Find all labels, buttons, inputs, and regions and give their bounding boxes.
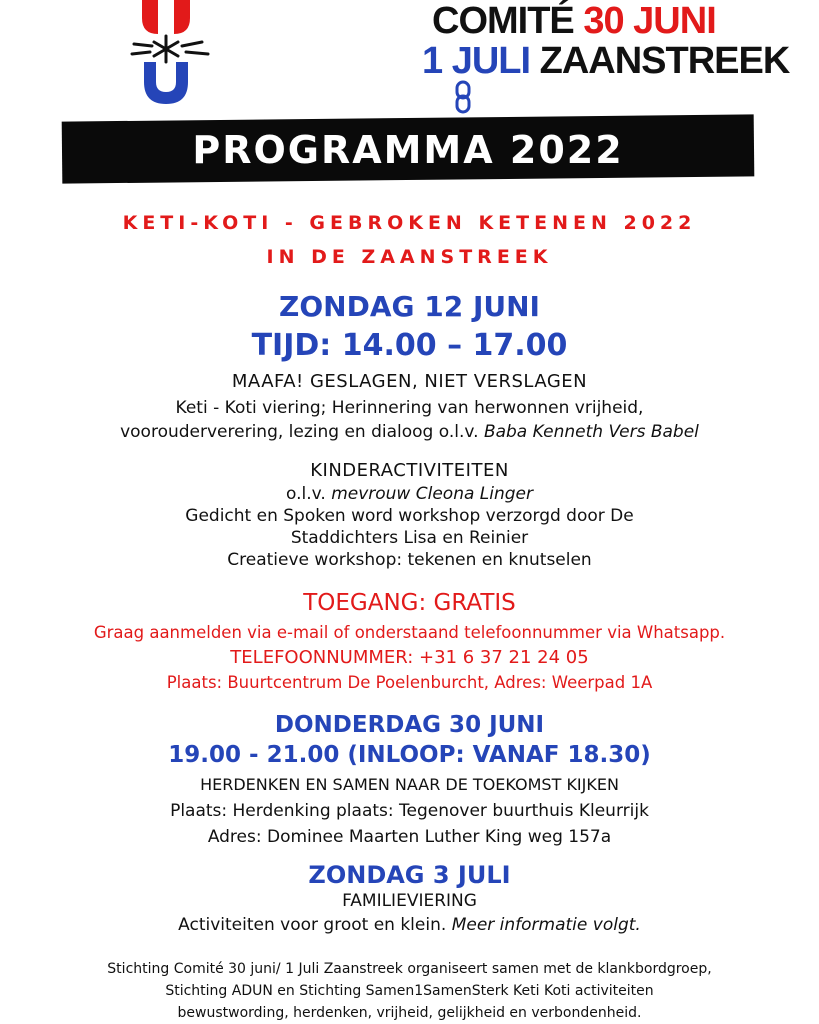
event1-line2	[0, 422, 819, 442]
broken-chain-u-icon	[128, 0, 238, 108]
access-phone: TELEFOONNUMMER: +31 6 37 21 24 05	[230, 647, 589, 668]
kids-heading: KINDERACTIVITEITEN	[310, 460, 509, 481]
access-register: Graag aanmelden via e-mail of onderstaand telefoonnummer via Whatsapp.	[93, 623, 726, 642]
event1-line1: Keti - Koti viering; Herinnering van herwonnen vrijheid,	[175, 398, 644, 418]
footer-line1: Stichting Comité 30 juni/ 1 Juli Zaanstreek organiseert samen met de klankbordgroep,	[107, 961, 712, 977]
access-location: Plaats: Buurtcentrum De Poelenburcht, Adres: Weerpad 1A	[166, 673, 653, 692]
event1-date: ZONDAG 12 JUNI	[279, 290, 540, 323]
event2-heading: HERDENKEN EN SAMEN NAAR DE TOEKOMST KIJKEN	[200, 775, 619, 794]
event2-place: Plaats: Herdenking plaats: Tegenover buurthuis Kleurrijk	[170, 801, 649, 821]
event3-heading: FAMILIEVIERING	[342, 891, 477, 911]
event2-time: 19.00 - 21.00 (INLOOP: VANAF 18.30)	[168, 742, 651, 768]
kids-line4: Creatieve workshop: tekenen en knutselen	[227, 550, 592, 570]
org-date-june: 30 JUNI	[583, 0, 716, 42]
event3-line-prefix: Activiteiten voor groot en klein.	[178, 915, 452, 935]
event3-more-info: Meer informatie volgt.	[451, 915, 641, 935]
event2-date: DONDERDAG 30 JUNI	[274, 712, 545, 738]
event1-line2-prefix: voorouderverering, lezing en dialoog o.l.v.	[120, 422, 484, 442]
event3-line	[0, 915, 819, 935]
event1-speaker: Baba Kenneth Vers Babel	[483, 422, 699, 442]
kids-olv-prefix: o.l.v.	[286, 484, 332, 504]
kids-line3: Staddichters Lisa en Reinier	[290, 528, 529, 548]
footer-line2: Stichting ADUN en Stichting Samen1SamenSterk Keti Koti activiteiten	[165, 983, 654, 999]
event1-time: TIJD: 14.00 – 17.00	[251, 328, 568, 363]
kids-line2: Gedicht en Spoken word workshop verzorgd door De	[185, 506, 634, 526]
org-date-july: 1 JULI	[422, 40, 531, 82]
chain-link-icon	[452, 80, 474, 114]
org-region: ZAANSTREEK	[539, 40, 790, 82]
kids-leader: mevrouw Cleona Linger	[331, 484, 533, 504]
event2-address: Adres: Dominee Maarten Luther King weg 157a	[207, 827, 612, 847]
access-title: TOEGANG: GRATIS	[303, 590, 516, 616]
subtitle-line2: IN DE ZAANSTREEK	[266, 246, 553, 268]
footer-line3: bewustwording, herdenken, vrijheid, gelijkheid en verbondenheid.	[177, 1005, 642, 1021]
page-title: PROGRAMMA 2022	[192, 128, 624, 172]
org-name-line1	[432, 0, 716, 43]
event1-heading: MAAFA! GESLAGEN, NIET VERSLAGEN	[231, 371, 588, 392]
org-name-line2	[422, 40, 789, 83]
org-word: COMITÉ	[432, 0, 574, 42]
subtitle-line1: KETI-KOTI - GEBROKEN KETENEN 2022	[122, 212, 697, 234]
event3-date: ZONDAG 3 JULI	[308, 861, 511, 889]
kids-olv	[0, 484, 819, 504]
